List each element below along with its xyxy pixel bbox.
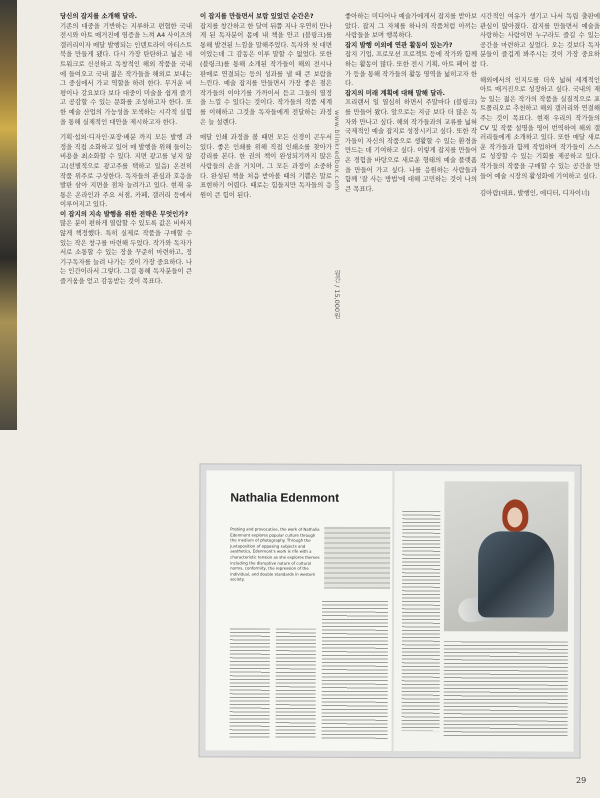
portrait-photo bbox=[444, 481, 569, 631]
website-url: www.blinkredbox.com bbox=[333, 110, 341, 191]
answer-1b: 기획·섭외·디자인·포장·배분 까지 모든 발행 과정을 직접 소화하고 있어 매 발행을 위해 들이는 비용을 최소화할 수 있다. 지면 광고를 넣지 않고(선별적으로 광고주를 택하고 있음) 온전히 작품 위주로 구성한다. 독자들의 관심과 호응을 발판 삼아 지면을 점차 늘려가고 있다. 현재 유통은 온라인과 주요 서점, 카페, 갤러리 등에서 이루어지고 있다. bbox=[60, 133, 192, 209]
answer-3: 잡지를 창간하고 한 달여 뒤쯤 지나 우연히 만나게 된 독자분이 몸에 내 책을 안고 (블링크)를 통해 발견된 느낌을 말해주었다. 독자와 첫 대면이었는데 그 감동은 이루 말할 수 없었다. 또한 (블링크)를 통해 소개된 작가들이 해외 전시나 판매로 연결되는 등의 성과를 낼 때 큰 보람을 느낀다. 예술 잡지를 만들면서 가장 좋은 점은 작가들의 이야기를 가까이서 듣고 그들의 열정을 느낄 수 있다는 것이다. 작가들의 작품 세계를 이해하고 그것을 독자들에게 전달하는 과정은 늘 설렌다. bbox=[200, 21, 332, 126]
answer-1: 기존의 대중을 기반하는 지루하고 편협한 국내 전시와 아트 매거진에 염증을 느껴 A4 사이즈의 갤러리이자 매달 발행되는 인덴트라이 아티스트 북을 만들게 됐다. 다시 가장 탄탄하고 넓은 네트워크로 신선하고 독창적인 해외 작품을 국내에 들여오고 국내 젊은 작가들을 해외로 보내는 그 중심에서 가교 역할을 하려 한다. 무거운 비평이나 강요보다 보다 대중이 미술을 쉽게 즐기고 공감할 수 있는 문화를 조성하고자 한다. 또한 예술 산업의 가능성을 모색하는 시각적 실험을 통해 실제적인 대안을 제시하고자 한다. bbox=[60, 21, 192, 126]
column-3 bbox=[345, 12, 477, 194]
question-4: 잡지 발행 이외에 연관 활동이 있는가? bbox=[345, 40, 453, 49]
spread-qa-column-1 bbox=[230, 628, 270, 738]
spread-qa-column-2 bbox=[276, 629, 316, 739]
answer-5-cont: 시간적인 여유가 생기고 나서 독립 출판에 관심이 많아졌다. 잡지를 만들면서 예술을 사랑하는 사람이면 누구라도 즐길 수 있는 공간을 마련하고 싶었다. 오는 것보다 독자분들이 즐겁게 봐주시는 것이 가장 중요하다. bbox=[480, 12, 600, 68]
question-2: 이 잡지의 지속 발행을 위한 전략은 무엇인가? bbox=[60, 209, 189, 218]
spread-text-block bbox=[324, 527, 390, 589]
figure-body bbox=[478, 531, 554, 617]
question-3: 이 잡지를 만들면서 보람 있었던 순간은? bbox=[200, 12, 314, 20]
question-5: 잡지의 미래 계획에 대해 말해 달라. bbox=[345, 88, 445, 97]
answer-2: 많은 분이 편하게 열람할 수 있도록 값은 비싸지 않게 책정했다. 특히 실제로 작품을 구매할 수 있는 작은 창구를 마련해 두었다. 작가와 독자가 서로 소통할 수 있는 장을 꾸준히 마련하고, 정기구독자를 늘려 나가는 것이 가장 중요하다. 나는 인간이라서 그렇다. 그걸 통해 독자분들이 큰 즐거움을 얻고 감동받는 것이 목표다. bbox=[60, 219, 192, 286]
spread-lead-text: Probing and provocative, the work of Nathalia Edenmont explores popular culture through the medium of photography. Through the juxtaposition of opposing subjects and aesthetics, Edenmont's work is rife with a characteristic tension as she explores themes including the disruptive nature of cultural norms, conformity, the repression of the individual, and double standards in western society. bbox=[230, 526, 320, 582]
figure-face bbox=[507, 507, 522, 527]
answer-4: 잡지 기업, 프로모션 프로젝트 등에 작가와 함께 하는 활동이 많다. 또한 전시 기획, 아트 페어 참가 등을 통해 작가들의 활동 영역을 넓히고자 한다. bbox=[345, 50, 477, 88]
column-2 bbox=[200, 12, 332, 200]
column-1 bbox=[60, 12, 192, 287]
spread-left-page bbox=[206, 470, 393, 751]
spread-title: Nathalia Edenmont bbox=[230, 490, 340, 505]
magazine-spread-photo bbox=[199, 464, 580, 757]
answer-5: 프리랜서 일 열심히 하면서 주말마다 (블링크)를 만들어 왔다. 앞으로는 지금 보다 더 많은 독자와 만나고 싶다. 해외 작가들과의 교류를 넓혀 국제적인 예술 잡지로 성장시키고 싶다. 또한 작가들이 자신의 작품으로 생활할 수 있는 환경을 만드는 데 기여하고 싶다. 이렇게 잡지를 만들어온 경험을 바탕으로 새로운 형태의 예술 플랫폼을 만들어 가고 싶다. 나를 응원하는 사람들과 함께 '잘 사는 방법'에 대해 고민하는 것이 나의 큰 목표다. bbox=[345, 98, 477, 193]
spread-qa-column-3 bbox=[322, 601, 388, 739]
page-number: 29 bbox=[576, 776, 587, 785]
question-1: 당신의 잡지를 소개해 달라. bbox=[60, 12, 138, 20]
answer-4-cont: 좋아하는 미디어나 예술가에게서 잡지를 받아보았다. 잡지 그 자체를 하나의 작품처럼 아끼는 사람들을 보며 행복하다. bbox=[345, 12, 477, 40]
spread-right-caption-text bbox=[444, 641, 568, 737]
column-4 bbox=[480, 12, 600, 199]
spread-right-page bbox=[394, 471, 575, 752]
answer-5b: 해외에서의 인지도를 더욱 넓혀 세계적인 아트 매거진으로 성장하고 싶다. 국내의 재능 있는 젊은 작가의 작품을 실질적으로 포트폴리오로 추천하고 해외 갤러리와 연결해 주는 것이 목표다. 현재 우리의 작가들의 CV 및 작품 설명을 영어 번역하여 해외 갤러리들에게 소개하고 있다. 또한 매달 새로운 작가들과 함께 작업하며 작가들이 스스로 성장할 수 있는 기회를 제공하고 있다. 작가들의 작품을 구매할 수 있는 공간을 만들어 예술 시장의 활성화에 기여하고 싶다. bbox=[480, 75, 600, 180]
previous-page-photo-strip bbox=[0, 0, 17, 430]
answer-3b: 매달 인쇄 과정을 볼 때면 모든 신경이 곤두서 있다. 좋은 인쇄를 위해 직접 인쇄소를 찾아가 감리를 본다. 한 권의 책이 완성되기까지 많은 사람들의 손을 거치며, 그 모든 과정이 소중하다. 완성된 책을 처음 받아볼 때의 기쁨은 말로 표현하기 어렵다. 때로는 힘들지만 독자들의 응원이 큰 힘이 된다. bbox=[200, 133, 332, 199]
spread-right-text bbox=[402, 511, 441, 731]
price-label: 월간 / 15,000원 bbox=[333, 270, 341, 319]
editor-credit: 김아람(대표, 발행인, 에디터, 디자이너) bbox=[480, 189, 590, 198]
